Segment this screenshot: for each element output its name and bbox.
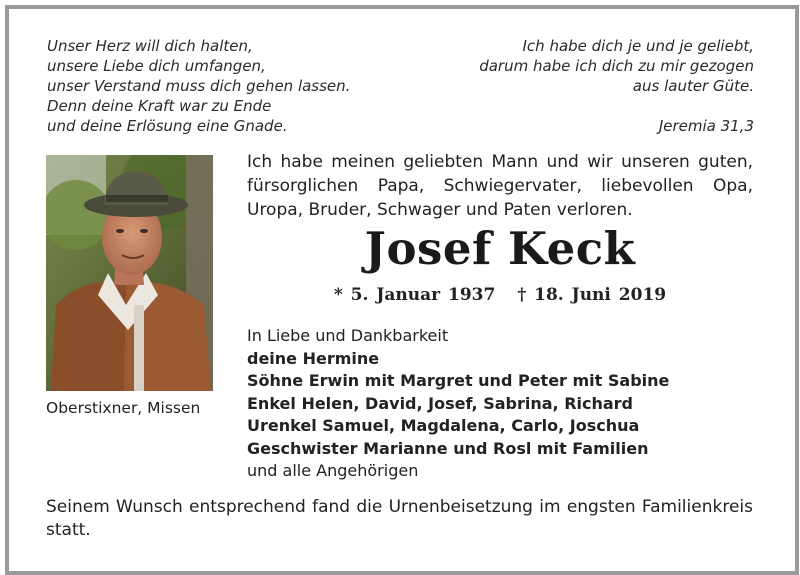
bible-line: aus lauter Güte. [632, 77, 754, 95]
death-date: † 18. Juni 2019 [517, 285, 667, 305]
mourner-line: Geschwister Marianne und Rosl mit Familien [247, 438, 649, 458]
poem-quote [47, 36, 350, 136]
life-dates [247, 285, 753, 305]
portrait-photo [46, 155, 213, 391]
closing-text: Seinem Wunsch entsprechend fand die Urnenbeisetzung im engsten Familienkreis statt. [46, 497, 753, 540]
poem-line: Unser Herz will dich halten, [47, 37, 253, 55]
mourner-line: Urenkel Samuel, Magdalena, Carlo, Joschua [247, 416, 640, 435]
mourner-line: deine Hermine [247, 348, 380, 368]
bible-reference: Jeremia 31,3 [658, 117, 754, 135]
poem-line: Denn deine Kraft war zu Ende [47, 97, 272, 115]
intro-text: Ich habe meinen geliebten Mann und wir unseren guten, fürsorglichen Papa, Schwiegervater, liebevollen Opa, Uropa, Bruder, Schwager und Paten verloren. [247, 152, 753, 220]
mourners-list [247, 325, 669, 483]
deceased-name: Josef Keck [364, 222, 636, 275]
bible-line: Ich habe dich je und je geliebt, [522, 37, 754, 55]
photo-caption: Oberstixner, Missen [46, 399, 201, 417]
poem-line: unser Verstand muss dich gehen lassen. [47, 77, 351, 95]
bible-line: darum habe ich dich zu mir gezogen [479, 57, 754, 75]
poem-line: unsere Liebe dich umfangen, [47, 57, 266, 75]
mourner-line: Söhne Erwin mit Margret und Peter mit Sabine [247, 371, 670, 390]
birth-date: * 5. Januar 1937 [333, 285, 496, 305]
bible-quote [479, 36, 754, 136]
mourners-tail: und alle Angehörigen [247, 461, 419, 480]
poem-line: und deine Erlösung eine Gnade. [47, 117, 288, 135]
bible-line-spacer [479, 96, 754, 116]
mourners-lead: In Liebe und Dankbarkeit [247, 326, 449, 345]
mourner-line: Enkel Helen, David, Josef, Sabrina, Richard [247, 393, 634, 413]
